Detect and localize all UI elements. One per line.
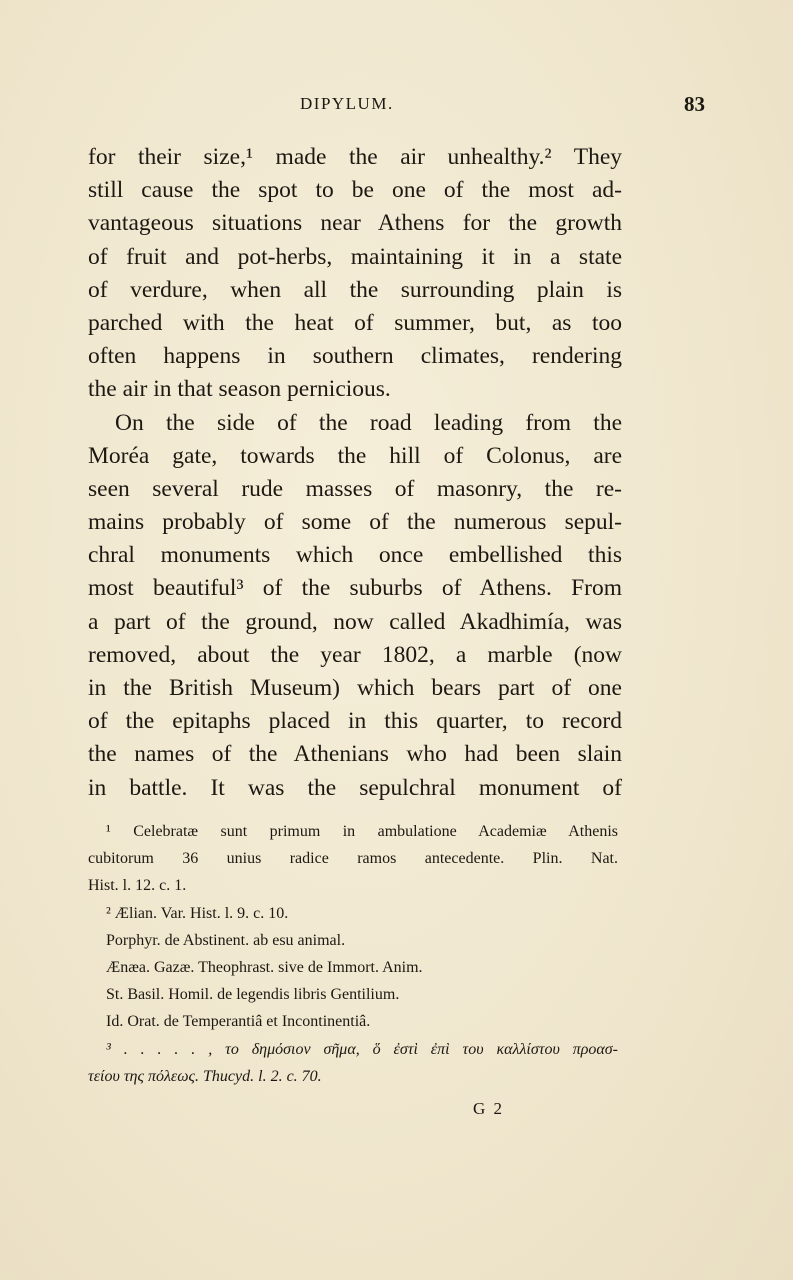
footnote-line: Ænæa. Gazæ. Theophrast. sive de Immort. Anim.: [106, 958, 423, 976]
body-text: [88, 141, 622, 805]
running-head: [0, 92, 793, 122]
body-line: of verdure, when all the surrounding plain is: [88, 276, 622, 303]
page-number: 83: [684, 92, 705, 116]
footnote-line: τείου της πόλεως. Thucyd. l. 2. c. 70.: [88, 1067, 322, 1085]
footnote-line: cubitorum 36 unius radice ramos antecedente. Plin. Nat.: [88, 850, 618, 868]
body-line: often happens in southern climates, rendering: [88, 343, 622, 370]
body-line: in battle. It was the sepulchral monument of: [88, 774, 622, 801]
footnote-line: ³ . . . . . , το δημόσιον σῆμα, ὅ ἐστὶ ἐπὶ του καλλίστου προασ-: [106, 1040, 618, 1058]
body-line: Moréa gate, towards the hill of Colonus, are: [88, 442, 622, 469]
signature-mark: G 2: [473, 1099, 505, 1118]
running-head-title: DIPYLUM.: [300, 94, 394, 113]
body-line: the names of the Athenians who had been slain: [88, 741, 622, 768]
body-line: chral monuments which once embellished this: [88, 542, 622, 569]
footnotes: [88, 818, 618, 1090]
footnote-line: St. Basil. Homil. de legendis libris Gentilium.: [106, 986, 400, 1004]
body-line: of the epitaphs placed in this quarter, to record: [88, 708, 622, 735]
body-line: removed, about the year 1802, a marble (now: [88, 641, 622, 668]
body-line: a part of the ground, now called Akadhimía, was: [88, 608, 622, 635]
footnote-line: Porphyr. de Abstinent. ab esu animal.: [106, 931, 346, 949]
body-line: most beautiful³ of the suburbs of Athens. From: [88, 575, 622, 602]
body-line: in the British Museum) which bears part of one: [88, 675, 622, 701]
footnote-line: ¹ Celebratæ sunt primum in ambulatione Academiæ Athenis: [106, 823, 618, 840]
body-line: still cause the spot to be one of the most ad-: [88, 177, 622, 204]
body-line: for their size,¹ made the air unhealthy.² They: [88, 144, 622, 170]
body-line: of fruit and pot-herbs, maintaining it in a state: [88, 243, 622, 270]
footnote-line: Id. Orat. de Temperantiâ et Incontinentiâ.: [106, 1013, 371, 1031]
footnote-line: Hist. l. 12. c. 1.: [88, 877, 187, 895]
body-line: mains probably of some of the numerous sepul-: [88, 509, 622, 536]
body-line: the air in that season pernicious.: [88, 376, 391, 403]
body-line: On the side of the road leading from the: [115, 409, 622, 436]
body-line: vantageous situations near Athens for the growth: [88, 210, 622, 237]
body-line: parched with the heat of summer, but, as too: [88, 309, 622, 336]
body-line: seen several rude masses of masonry, the re-: [88, 475, 622, 502]
footnote-line: ² Ælian. Var. Hist. l. 9. c. 10.: [106, 904, 289, 922]
